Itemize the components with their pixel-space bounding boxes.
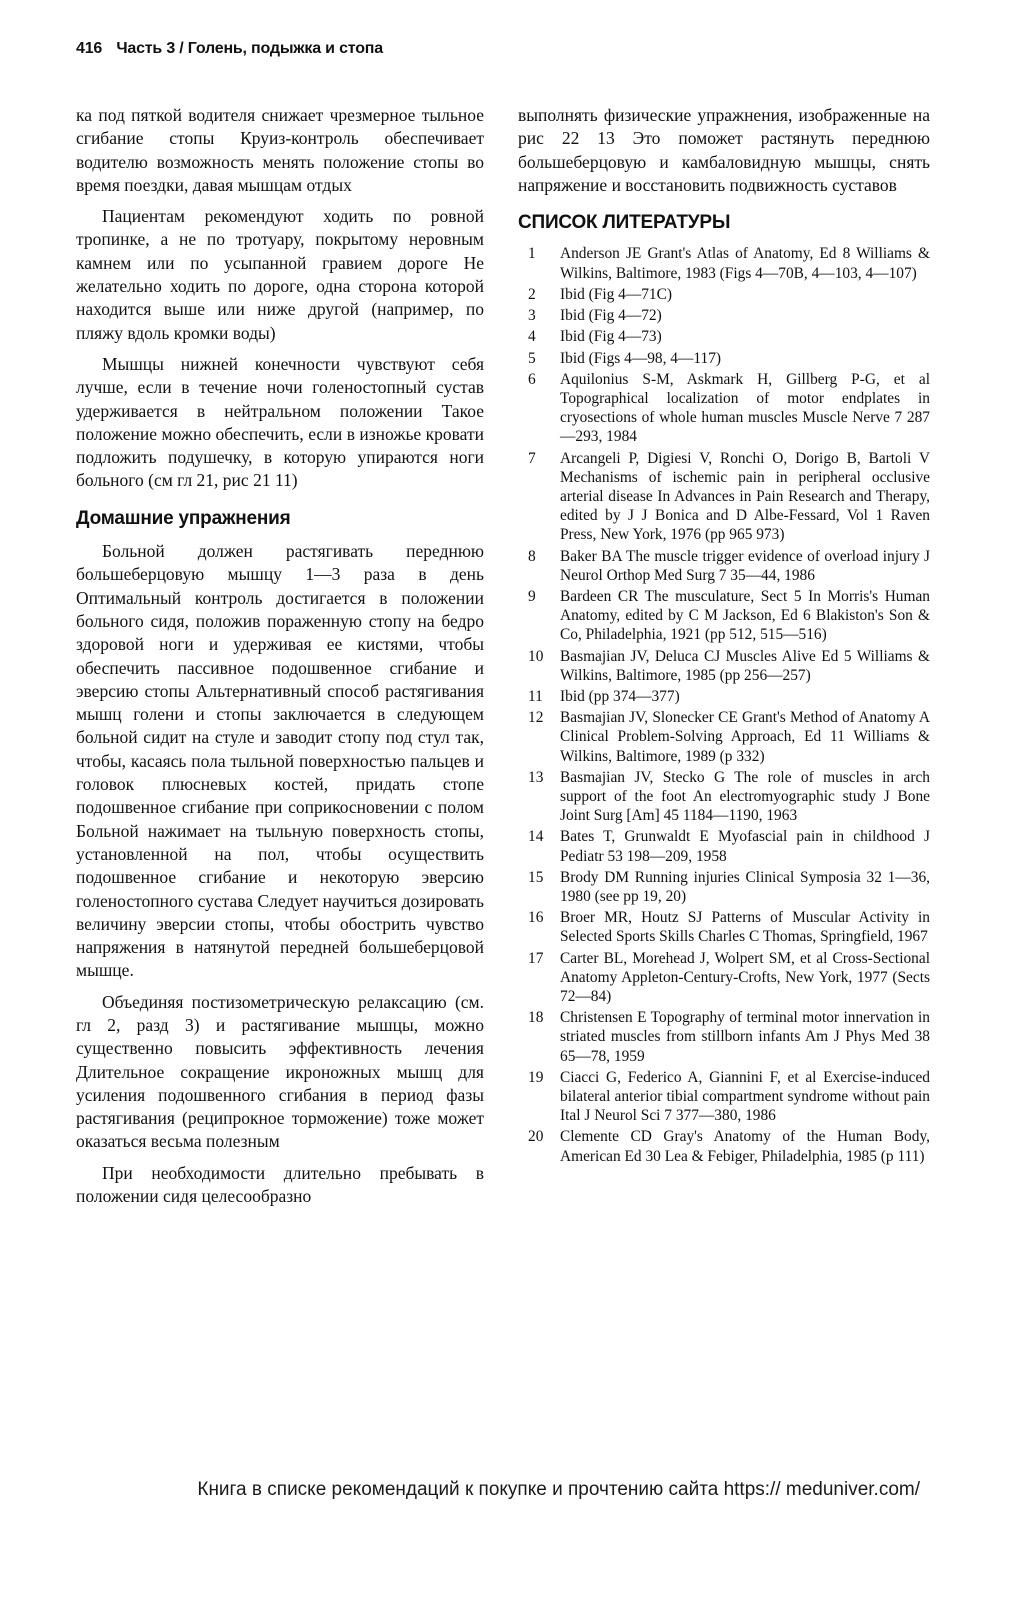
paragraph: При необходимости длительно пребывать в положении сидя целесообразно [76, 1162, 484, 1207]
reference-text: Broer MR, Houtz SJ Patterns of Muscular Activity in Selected Sports Skills Charles C Thomas, Springfield, 1967 [560, 909, 930, 946]
reference-item [518, 1008, 930, 1066]
reference-number: 5 [528, 349, 536, 367]
reference-item [518, 306, 930, 325]
paragraph: Мышцы нижней конечности чувствуют себя лучше, если в течение ночи голеностопный сустав удерживается в нейтральном положении Такое положение можно обеспечить, если в изножье кровати подложить подушечку, в которую упираются ноги больного (см гл 21, рис 21 11) [76, 353, 484, 491]
reference-number: 12 [528, 709, 544, 727]
reference-number: 14 [528, 828, 544, 846]
reference-number: 9 [528, 587, 536, 605]
reference-item [518, 1068, 930, 1126]
reference-number: 1 [528, 245, 536, 263]
reference-number: 11 [528, 687, 543, 705]
reference-number: 13 [528, 768, 544, 786]
reference-item [518, 708, 930, 766]
reference-number: 20 [528, 1128, 544, 1146]
paragraph: Больной должен растягивать переднюю большеберцовую мышцу 1—3 раза в день Оптимальный контроль достигается в положении больного сидя, положив пораженную стопу на бедро здоровой ноги и удерживая ее кистями, чтобы обеспечить пассивное подошвенное сгибание и эверсию стопы Альтернативный способ растягивания мышц голени и стопы заключается в следующем больной сидит на стуле и заводит стопу под стул так, чтобы, касаясь пола тыльной поверхностью пальцев и головок плюсневых костей, придать стопе подошвенное сгибание при соприкосновении с полом Больной нажимает на тыльную поверхность стопы, установленной на пол, чтобы осуществить подошвенное сгибание и некоторую эверсию голеностопного сустава Следует научиться дозировать величину эверсии стопы, чтобы обострить чувство напряжения в натянутой передней большеберцовой мышце. [76, 541, 484, 981]
reference-item [518, 547, 930, 585]
reference-text: Aquilonius S-M, Askmark H, Gillberg P-G, et al Topographical localization of motor endplates in cryosections of whole human muscles Muscle Nerve 7 287—293, 1984 [560, 370, 930, 446]
reference-text: Basmajian JV, Deluca CJ Muscles Alive Ed 5 Williams & Wilkins, Baltimore, 1985 (pp 256—257) [560, 647, 930, 684]
page-header [76, 40, 383, 58]
reference-number: 8 [528, 547, 536, 565]
reference-text: Ciacci G, Federico A, Giannini F, et al Exercise-induced bilateral anterior tibial compartment syndrome without pain Ital J Neurol Sci 7 377—380, 1986 [560, 1068, 930, 1125]
paragraph: выполнять физические упражнения, изображенные на рис 22 13 Это поможет растянуть переднюю большеберцовую и камбаловидную мышцы, снять напряжение и восстановить подвижность суставов [518, 105, 930, 195]
right-column [518, 104, 930, 1168]
reference-item [518, 327, 930, 346]
left-column [76, 104, 484, 1216]
reference-text: Basmajian JV, Slonecker CE Grant's Method of Anatomy A Clinical Problem-Solving Approach, Ed 11 Williams & Wilkins, Baltimore, 1989 (p 332) [560, 709, 930, 765]
site-watermark-text: Книга в списке рекомендаций к покупке и прочтению сайта https:// meduniver.com/ [197, 1479, 920, 1500]
reference-item [518, 827, 930, 865]
reference-text: Brody DM Running injuries Clinical Symposia 32 1—36, 1980 (see pp 19, 20) [560, 868, 930, 905]
paragraph: Пациентам рекомендуют ходить по ровной тропинке, а не по тротуару, покрытому неровным камнем или по усыпанной гравием дороге Не желательно ходить по дороге, одна сторона которой находится выше или ниже другой (например, по пляжу вдоль кромки воды) [76, 206, 484, 343]
reference-item [518, 244, 930, 282]
reference-text: Ibid (Fig 4—71C) [560, 285, 673, 303]
reference-text: Ibid (pp 374—377) [560, 687, 680, 705]
paragraph: ка под пяткой водителя снижает чрезмерное тыльное сгибание стопы Круиз-контроль обеспечивает водителю возможность менять положение стопы во время поездки, давая мышцам отдых [76, 105, 484, 195]
reference-number: 18 [528, 1009, 544, 1027]
section-heading-references: СПИСОК ЛИТЕРАТУРЫ [518, 212, 731, 234]
reference-number: 6 [528, 370, 536, 388]
page-number: 416 [76, 40, 103, 57]
reference-number: 10 [528, 647, 544, 665]
reference-number: 2 [528, 285, 536, 303]
reference-item [518, 370, 930, 447]
reference-number: 3 [528, 307, 536, 325]
reference-text: Ibid (Figs 4—98, 4—117) [560, 349, 722, 367]
reference-number: 19 [528, 1068, 544, 1086]
reference-text: Christensen E Topography of terminal motor innervation in striated muscles from stillborn infants Am J Phys Med 38 65—78, 1959 [560, 1009, 930, 1065]
reference-text: Carter BL, Morehead J, Wolpert SM, et al Cross-Sectional Anatomy Appleton-Century-Crofts, New York, 1977 (Sects 72—84) [560, 949, 930, 1005]
reference-number: 17 [528, 949, 544, 967]
section-heading-home-exercises: Домашние упражнения [76, 507, 291, 529]
paragraph: Объединяя постизометрическую релаксацию (см. гл 2, разд 3) и растягивание мышцы, можно существенно повысить эффективность лечения Длительное сокращение икроножных мышц для усиления подошвенного сгибания в период фазы растягивания (реципрокное торможение) тоже может оказаться весьма полезным [76, 991, 484, 1152]
reference-number: 16 [528, 909, 544, 927]
reference-text: Baker BA The muscle trigger evidence of overload injury J Neurol Orthop Med Surg 7 35—44, 1986 [560, 547, 930, 584]
reference-item [518, 647, 930, 685]
reference-text: Clemente CD Gray's Anatomy of the Human Body, American Ed 30 Lea & Febiger, Philadelphia, 1985 (p 111) [560, 1128, 930, 1165]
reference-item [518, 1127, 930, 1165]
reference-text: Arcangeli P, Digiesi V, Ronchi O, Dorigo B, Bartoli V Mechanisms of ischemic pain in peripheral occlusive arterial disease In Advances in Pain Research and Therapy, edited by J J Bonica and D Albe-Fessard, Vol 1 Raven Press, New York, 1976 (pp 965 973) [560, 449, 930, 544]
reference-number: 4 [528, 328, 536, 346]
reference-text: Bates T, Grunwaldt E Myofascial pain in childhood J Pediatr 53 198—209, 1958 [560, 828, 930, 865]
reference-item [518, 349, 930, 368]
reference-item [518, 285, 930, 304]
reference-text: Ibid (Fig 4—73) [560, 328, 662, 346]
reference-item [518, 908, 930, 946]
reference-text: Bardeen CR The musculature, Sect 5 In Morris's Human Anatomy, edited by C M Jackson, Ed 6 Blakiston's Son & Co, Philadelphia, 1921 (pp 512, 515—516) [560, 587, 930, 644]
running-title: Часть 3 / Голень, подыжка и стопа [116, 40, 383, 57]
reference-number: 15 [528, 868, 544, 886]
reference-item [518, 449, 930, 545]
reference-item [518, 949, 930, 1007]
reference-item [518, 687, 930, 706]
reference-text: Basmajian JV, Stecko G The role of muscles in arch support of the foot An electromyographic study J Bone Joint Surg [Am] 45 1184—1190, 1963 [560, 768, 930, 825]
reference-text: Anderson JE Grant's Atlas of Anatomy, Ed 8 Williams & Wilkins, Baltimore, 1983 (Figs 4—70B, 4—103, 4—107) [560, 245, 930, 282]
reference-list [518, 244, 930, 1165]
reference-item [518, 587, 930, 645]
reference-item [518, 868, 930, 906]
reference-text: Ibid (Fig 4—72) [560, 307, 662, 325]
reference-number: 7 [528, 449, 536, 467]
reference-item [518, 768, 930, 826]
